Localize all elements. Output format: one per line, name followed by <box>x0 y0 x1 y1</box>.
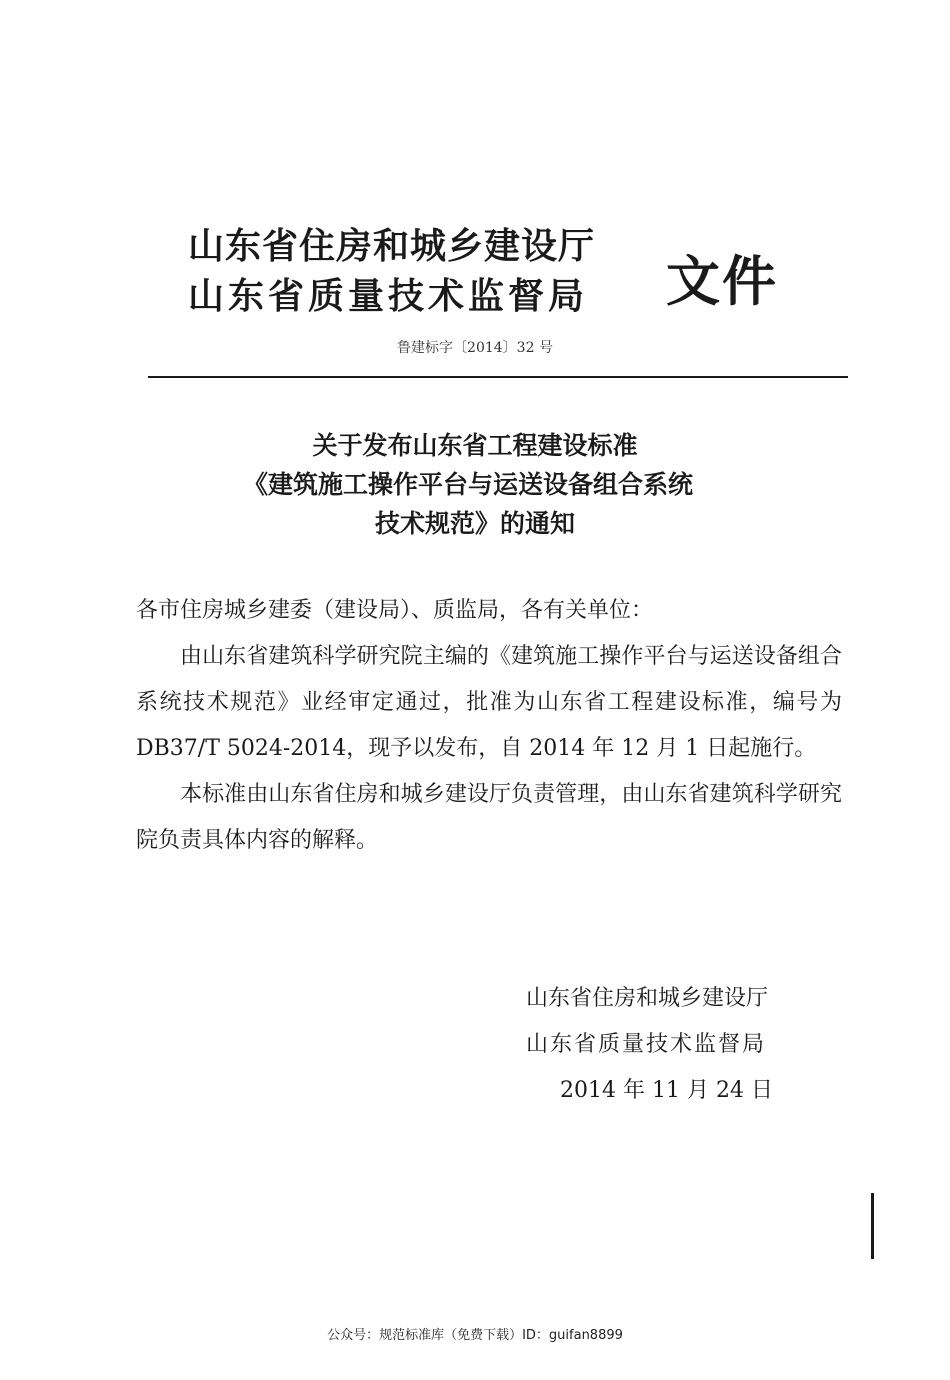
header-divider <box>148 376 848 378</box>
document-label: 文件 <box>666 250 778 313</box>
signature-date: 2014 年 11 月 24 日 <box>560 1078 773 1103</box>
salutation: 各市住房城乡建委（建设局）、质监局，各有关单位： <box>136 598 654 623</box>
issuer-block <box>188 222 628 322</box>
footer-note: 公众号：规范标准库（免费下载）ID：guifan8899 <box>327 1328 623 1343</box>
signature-block <box>526 976 773 1114</box>
body-paragraph: 由山东省建筑科学研究院主编的《建筑施工操作平台与运送设备组合系统技术规范》业经审定通过，批准为山东省工程建设标准，编号为 DB37/T 5024-2014，现予以发布，自 2014 年 12 月 1 日起施行。 <box>136 644 842 761</box>
notice-body <box>136 588 842 864</box>
title-line: 技术规范》的通知 <box>374 509 575 538</box>
signature-issuer: 山东省质量技术监督局 <box>526 1032 767 1057</box>
issuer-name: 山东省质量技术监督局 <box>188 276 589 317</box>
body-paragraph: 本标准由山东省住房和城乡建设厅负责管理，由山东省建筑科学研究院负责具体内容的解释。 <box>136 782 842 853</box>
title-line: 关于发布山东省工程建设标准 <box>312 431 638 460</box>
margin-mark <box>871 1193 874 1259</box>
issuer-name: 山东省住房和城乡建设厅 <box>188 226 596 267</box>
signature-issuer: 山东省住房和城乡建设厅 <box>526 986 769 1011</box>
title-line: 《建筑施工操作平台与运送设备组合系统 <box>242 470 693 499</box>
notice-title <box>0 426 950 543</box>
document-number: 鲁建标字〔2014〕32 号 <box>397 340 553 356</box>
